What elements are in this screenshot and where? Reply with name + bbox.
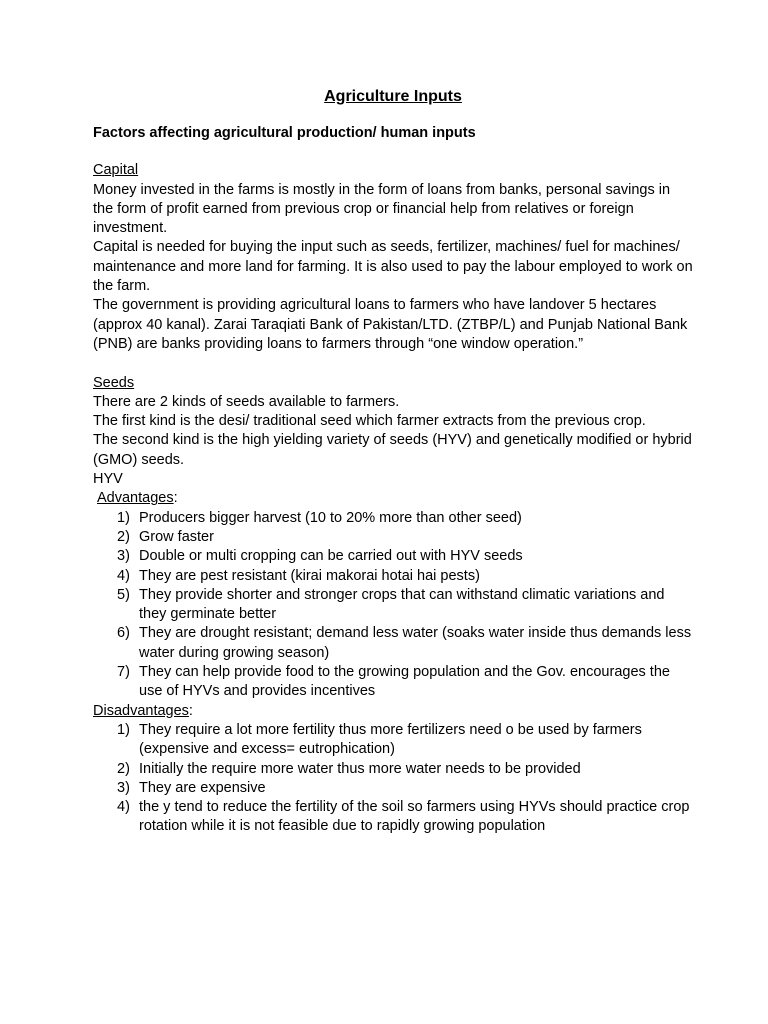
advantages-heading (93, 489, 693, 508)
list-item (93, 798, 693, 837)
list-item (93, 509, 693, 528)
list-item-number: 2) (117, 528, 130, 545)
list-item-text: They provide shorter and stronger crops that can withstand climatic variations and they germinate better (139, 586, 665, 623)
seeds-paragraph: There are 2 kinds of seeds available to farmers. (93, 393, 400, 410)
document-body (93, 86, 693, 837)
list-item-text: Producers bigger harvest (10 to 20% more than other seed) (139, 509, 522, 526)
list-item-text: Double or multi cropping can be carried out with HYV seeds (139, 548, 523, 565)
list-item-number: 4) (117, 567, 130, 584)
list-item-text: They are pest resistant (kirai makorai hotai hai pests) (139, 567, 480, 584)
list-item (93, 779, 693, 798)
list-item-text: Grow faster (139, 528, 214, 545)
list-item-text: Initially the require more water thus more water needs to be provided (139, 760, 581, 777)
list-item (93, 586, 693, 625)
list-item-text: They are drought resistant; demand less water (soaks water inside thus demands less water during growing season) (139, 625, 692, 661)
list-item (93, 760, 693, 779)
list-item (93, 721, 693, 760)
list-item-number: 4) (117, 799, 130, 816)
capital-paragraph: The government is providing agricultural loans to farmers who have landover 5 hectares (approx 40 kanal). Zarai Taraqiati Bank of Pakistan/LTD. (ZTBP/L) and Punjab National Bank (PNB) are banks providing loans to farmers through “one window operation.” (93, 297, 688, 352)
list-item-number: 6) (117, 625, 130, 642)
hyv-label: HYV (93, 471, 123, 488)
seeds-paragraph: The first kind is the desi/ traditional seed which farmer extracts from the previous crop. (93, 413, 646, 430)
list-item-text: They require a lot more fertility thus more fertilizers need o be used by farmers (expensive and excess= eutrophication) (139, 721, 642, 758)
disadvantages-heading-text: Disadvantages (93, 702, 189, 719)
list-item-number: 5) (117, 586, 130, 603)
disadvantages-colon: : (188, 702, 193, 719)
list-item (93, 528, 693, 547)
capital-paragraph: Money invested in the farms is mostly in the form of loans from banks, personal savings in the form of profit earned from previous crop or financial help from relatives or foreign investment. (93, 181, 671, 237)
advantages-colon: : (173, 490, 178, 507)
advantages-list (93, 509, 693, 702)
section-subtitle: Factors affecting agricultural production/ human inputs (93, 125, 476, 141)
list-item-number: 3) (117, 779, 130, 796)
capital-paragraph: Capital is needed for buying the input such as seeds, fertilizer, machines/ fuel for machines/ maintenance and more land for farming. It is also used to pay the labour employed to work on the farm. (93, 239, 693, 295)
list-item-text: They are expensive (139, 779, 266, 796)
capital-heading: Capital (93, 162, 139, 179)
spacer (93, 354, 693, 373)
disadvantages-heading (93, 702, 693, 721)
list-item (93, 624, 693, 663)
list-item (93, 547, 693, 566)
page-title: Agriculture Inputs (324, 88, 462, 105)
disadvantages-list (93, 721, 693, 837)
list-item-number: 7) (117, 664, 130, 681)
list-item-number: 3) (117, 548, 130, 565)
advantages-heading-text: Advantages (97, 490, 174, 507)
list-item (93, 567, 693, 586)
list-item-number: 1) (117, 509, 130, 526)
list-item-text: They can help provide food to the growing population and the Gov. encourages the use of HYVs and provides incentives (139, 664, 670, 700)
seeds-paragraph: The second kind is the high yielding variety of seeds (HYV) and genetically modified or hybrid (GMO) seeds. (93, 432, 692, 468)
seeds-heading: Seeds (93, 374, 135, 391)
list-item-number: 2) (117, 760, 130, 777)
list-item (93, 663, 693, 702)
list-item-number: 1) (117, 721, 130, 738)
list-item-text: the y tend to reduce the fertility of the soil so farmers using HYVs should practice crop rotation while it is not feasible due to rapidly growing population (139, 799, 690, 835)
